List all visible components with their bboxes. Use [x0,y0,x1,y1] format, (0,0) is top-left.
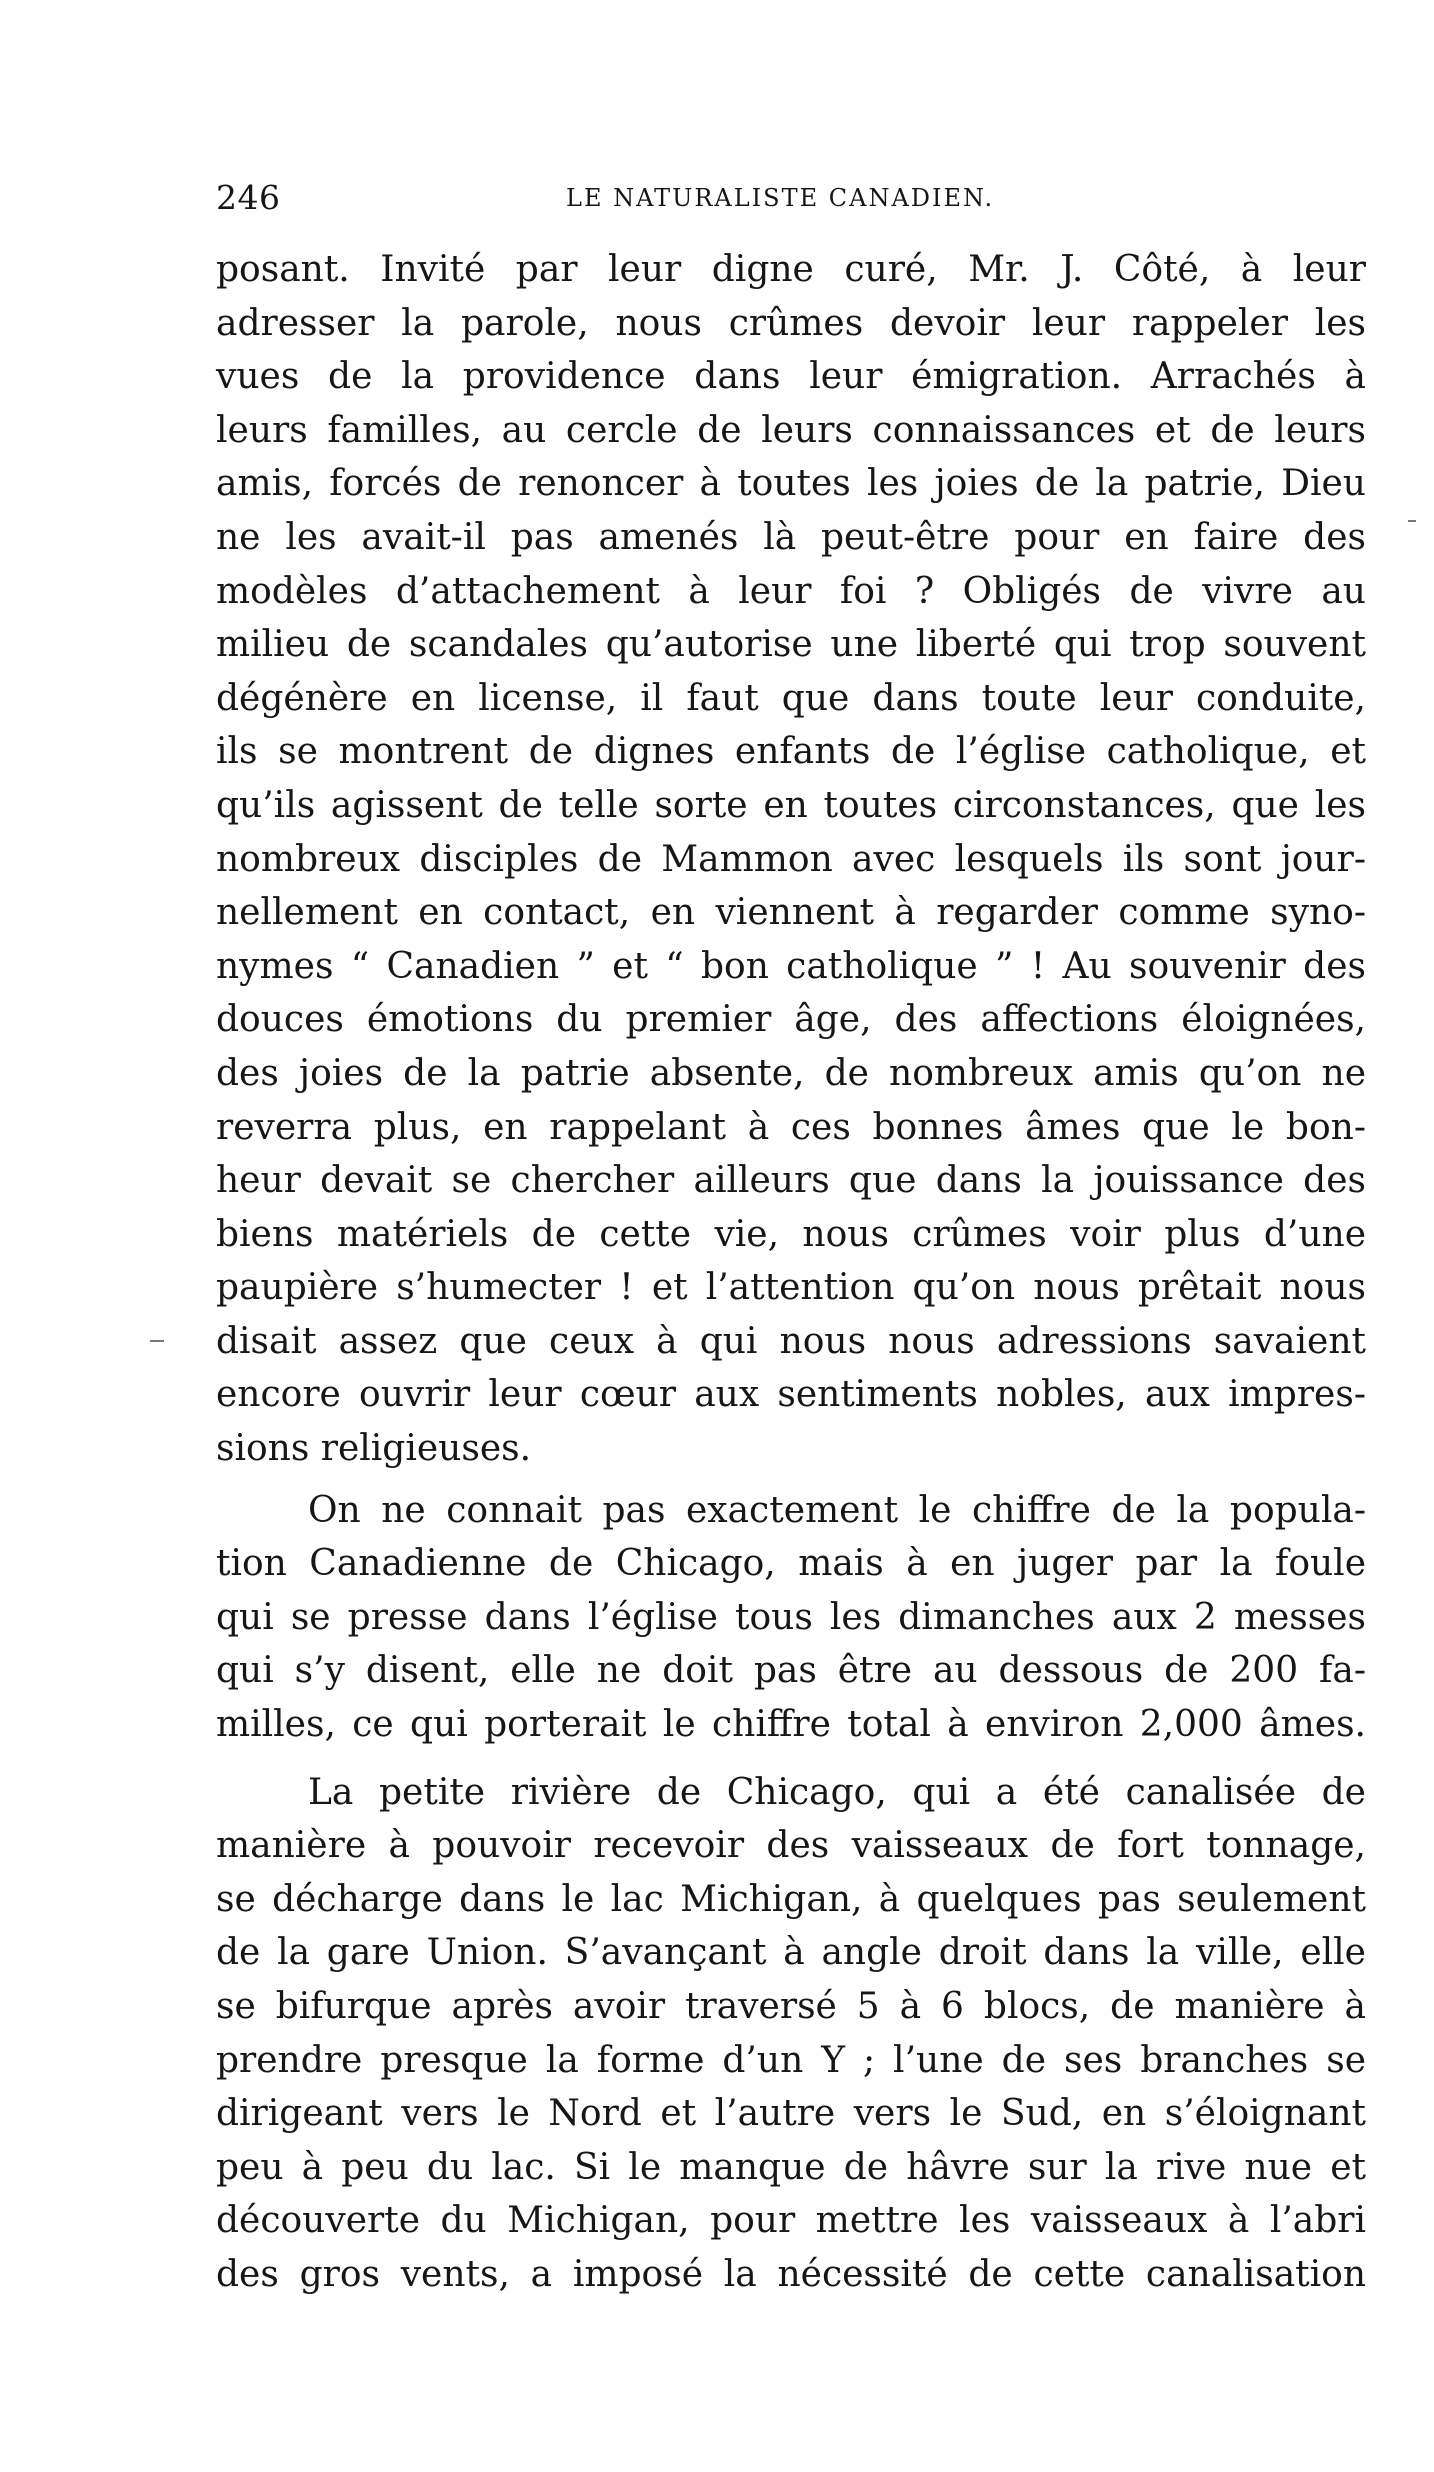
text-line: milles, ce qui porterait le chiffre total à environ 2,000 âmes. [216,1704,1366,1746]
text-line: La petite rivière de Chicago, qui a été canalisée de [308,1771,1366,1813]
text-line: des gros vents, a imposé la nécessité de cette canalisation [216,2253,1366,2295]
text-line: ils se montrent de dignes enfants de l’église catholique, et [216,731,1366,773]
text-line: dirigeant vers le Nord et l’autre vers le Sud, en s’éloignant [216,2093,1366,2135]
body-text [216,243,1366,2302]
text-line: se bifurque après avoir traversé 5 à 6 blocs, de manière à [216,1986,1366,2027]
text-line: reverra plus, en rappelant à ces bonnes âmes que le bon- [216,1106,1366,1148]
text-line: sions religieuses. [216,1428,532,1470]
text-line: leurs familles, au cercle de leurs connaissances et de leurs [216,409,1366,451]
text-line: heur devait se chercher ailleurs que dans la jouissance des [216,1160,1366,1202]
text-line: des joies de la patrie absente, de nombreux amis qu’on ne [216,1052,1366,1094]
text-line: On ne connait pas exactement le chiffre de la popula- [308,1489,1366,1531]
text-line: posant. Invité par leur digne curé, Mr. J. Côté, à leur [216,249,1366,290]
margin-mark [1408,520,1416,522]
text-line: nombreux disciples de Mammon avec lesquels ils sont jour- [216,838,1366,880]
text-line: modèles d’attachement à leur foi ? Obligés de vivre au [216,570,1366,612]
text-line: amis, forcés de renoncer à toutes les joies de la patrie, Dieu [216,463,1366,505]
text-line: dégénère en license, il faut que dans toute leur conduite, [216,677,1366,719]
text-line: disait assez que ceux à qui nous nous adressions savaient [216,1320,1366,1362]
margin-mark [150,1340,164,1342]
text-line: qu’ils agissent de telle sorte en toutes circonstances, que les [216,784,1366,826]
page-header [216,178,1366,218]
text-line: nellement en contact, en viennent à regarder comme syno- [216,892,1366,934]
paragraph-2 [216,1484,1366,1752]
text-line: tion Canadienne de Chicago, mais à en juger par la foule [216,1543,1366,1585]
text-line: qui se presse dans l’église tous les dimanches aux 2 messes [216,1596,1366,1638]
text-line: se décharge dans le lac Michigan, à quelques pas seulement [216,1878,1366,1920]
text-line: douces émotions du premier âge, des affections éloignées, [216,999,1366,1041]
text-line: peu à peu du lac. Si le manque de hâvre sur la rive nue et [216,2146,1366,2188]
page-number: 246 [216,178,281,217]
text-line: prendre presque la forme d’un Y ; l’une de ses branches se [216,2039,1366,2081]
text-line: découverte du Michigan, pour mettre les vaisseaux à l’abri [216,2200,1366,2242]
text-line: ne les avait-il pas amenés là peut-être pour en faire des [216,516,1366,558]
paragraph-3 [216,1766,1366,2302]
text-line: de la gare Union. S’avançant à angle droit dans la ville, elle [216,1932,1366,1974]
text-line: adresser la parole, nous crûmes devoir leur rappeler les [216,302,1366,344]
text-line: milieu de scandales qu’autorise une liberté qui trop souvent [216,624,1366,666]
text-line: encore ouvrir leur cœur aux sentiments nobles, aux impres- [216,1374,1366,1416]
running-head: LE NATURALISTE CANADIEN. [566,184,995,212]
text-line: qui s’y disent, elle ne doit pas être au dessous de 200 fa- [216,1650,1366,1692]
text-line: nymes “ Canadien ” et “ bon catholique ” ! Au souvenir des [216,945,1366,987]
text-line: vues de la providence dans leur émigration. Arrachés à [216,356,1366,398]
paragraph-1 [216,243,1366,1476]
text-line: biens matériels de cette vie, nous crûmes voir plus d’une [216,1213,1366,1255]
text-line: paupière s’humecter ! et l’attention qu’on nous prêtait nous [216,1267,1366,1309]
text-line: manière à pouvoir recevoir des vaisseaux de fort tonnage, [216,1825,1366,1867]
